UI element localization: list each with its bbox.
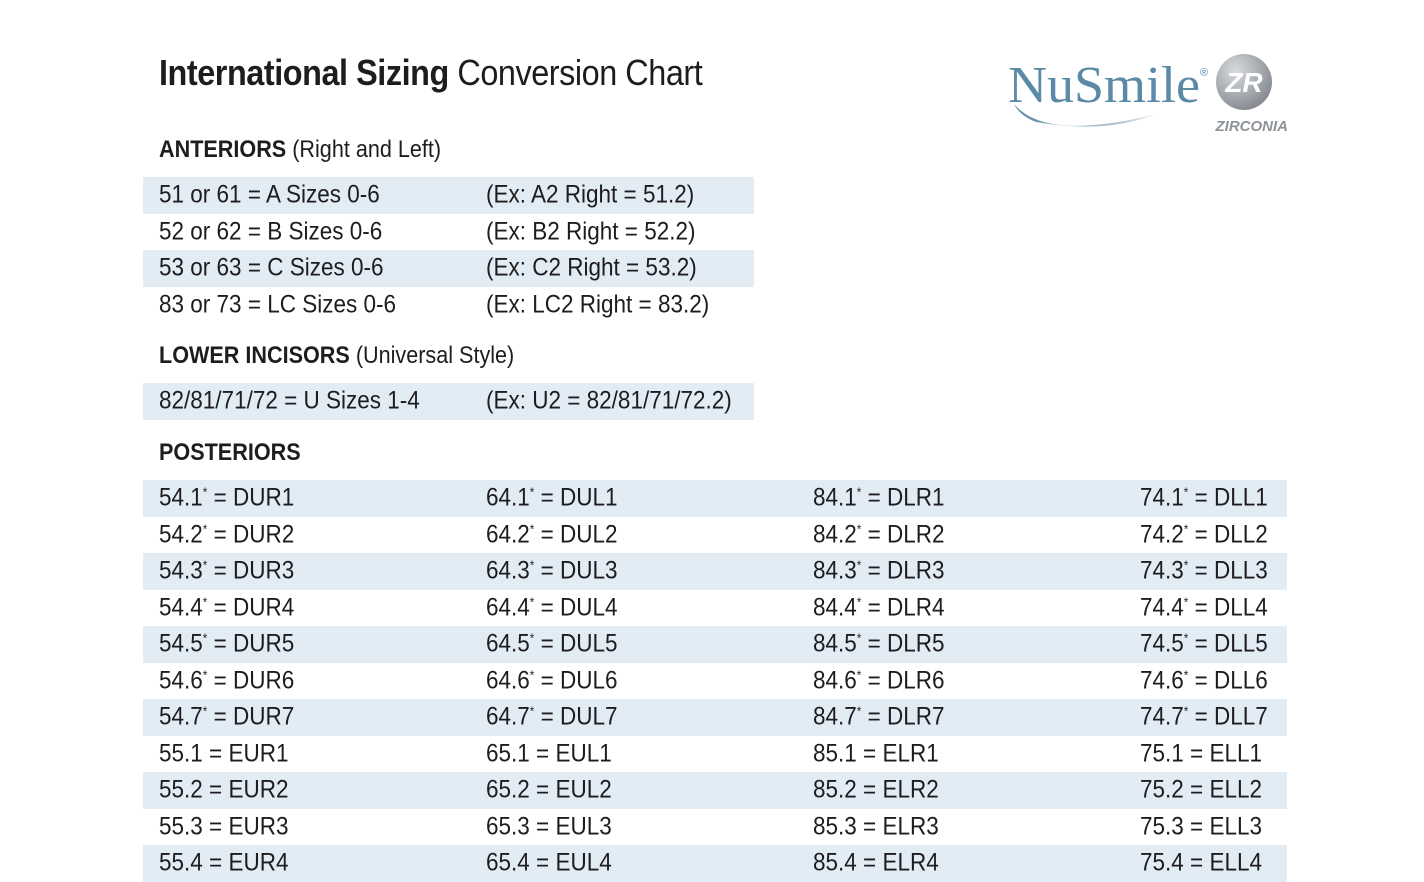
footnote-mark: * xyxy=(1183,630,1189,646)
posterior-cell xyxy=(486,668,618,693)
posterior-cell-number: 64.1 xyxy=(486,483,530,512)
posterior-cell xyxy=(159,595,294,620)
posterior-cell-number: 64.2 xyxy=(486,520,530,549)
posterior-cell-number: 74.5 xyxy=(1140,629,1184,658)
incisor-example: (Ex: U2 = 82/81/71/72.2) xyxy=(486,386,732,415)
posterior-cell-label: = DLR2 xyxy=(861,520,945,549)
nusmile-logo xyxy=(1006,52,1292,138)
posterior-cell-label: = DLL6 xyxy=(1188,666,1268,695)
footnote-mark: * xyxy=(202,557,208,573)
posterior-cell-number: 85.3 xyxy=(813,812,857,841)
posterior-cell-number: 84.7 xyxy=(813,702,857,731)
posterior-cell-number: 64.4 xyxy=(486,593,530,622)
posterior-cell xyxy=(159,483,295,512)
table-row xyxy=(143,250,754,287)
logo-subtitle: ZIRCONIA xyxy=(1215,118,1288,135)
logo-registered: ® xyxy=(1200,67,1209,79)
posterior-cell xyxy=(813,629,945,658)
posterior-cell-number: 65.4 xyxy=(486,848,530,877)
posterior-cell-label: = DLL5 xyxy=(1188,629,1268,658)
posterior-cell-label: = DLR5 xyxy=(861,629,945,658)
footnote-mark: * xyxy=(856,630,862,646)
posterior-cell-number: 64.7 xyxy=(486,702,530,731)
anteriors-heading-rest: (Right and Left) xyxy=(292,136,442,163)
posterior-cell-number: 75.4 xyxy=(1140,848,1184,877)
lower-incisors-heading xyxy=(159,342,514,370)
posterior-cell xyxy=(486,629,618,658)
posterior-cell-number: 64.3 xyxy=(486,556,530,585)
posterior-cell-number: 55.4 xyxy=(159,848,203,877)
posterior-cell-label: = ELL2 xyxy=(1183,775,1263,804)
posterior-cell-number: 54.5 xyxy=(159,629,203,658)
anterior-example: (Ex: C2 Right = 53.2) xyxy=(486,253,697,282)
footnote-mark: * xyxy=(856,594,862,610)
posterior-cell xyxy=(1140,522,1268,547)
posterior-cell-label: = ELL1 xyxy=(1183,739,1263,768)
posterior-cell-label: = DUR2 xyxy=(207,520,295,549)
posterior-cell-label: = ELR2 xyxy=(856,775,939,804)
posterior-cell-label: = DLR3 xyxy=(861,556,945,585)
posterior-cell-label: = EUR1 xyxy=(202,739,289,768)
posterior-cell-label: = DUR3 xyxy=(207,556,295,585)
posterior-cell-number: 84.1 xyxy=(813,483,857,512)
posterior-cell-number: 84.2 xyxy=(813,520,857,549)
posterior-cell xyxy=(486,741,612,766)
footnote-mark: * xyxy=(529,630,535,646)
posterior-cell xyxy=(486,775,612,804)
posterior-cell-label: = DUR6 xyxy=(207,666,295,695)
anterior-code: 53 or 63 = C Sizes 0-6 xyxy=(159,253,384,282)
posterior-cell-label: = DUL2 xyxy=(534,520,618,549)
anterior-example: (Ex: B2 Right = 52.2) xyxy=(486,217,696,246)
posterior-cell xyxy=(486,483,618,512)
posterior-cell xyxy=(813,556,945,585)
posterior-cell-number: 75.1 xyxy=(1140,739,1184,768)
posteriors-table xyxy=(143,480,1287,882)
posterior-cell-number: 64.5 xyxy=(486,629,530,658)
posterior-cell xyxy=(159,775,289,804)
posterior-cell-number: 75.2 xyxy=(1140,775,1184,804)
posterior-cell-number: 65.3 xyxy=(486,812,530,841)
footnote-mark: * xyxy=(1183,703,1189,719)
page-title xyxy=(159,52,702,94)
posterior-cell xyxy=(159,741,288,766)
footnote-mark: * xyxy=(529,667,535,683)
posterior-cell xyxy=(813,595,945,620)
table-row xyxy=(143,772,1287,809)
table-row xyxy=(143,177,754,214)
posterior-cell xyxy=(1140,814,1262,839)
posterior-cell-label: = ELL4 xyxy=(1183,848,1263,877)
footnote-mark: * xyxy=(1183,521,1189,537)
posterior-cell xyxy=(1140,702,1268,731)
posterior-cell xyxy=(1140,595,1268,620)
posterior-cell-label: = DUL3 xyxy=(534,556,618,585)
posterior-cell-label: = DUL4 xyxy=(534,593,618,622)
posterior-cell-number: 84.3 xyxy=(813,556,857,585)
posterior-cell-label: = ELR4 xyxy=(856,848,939,877)
page-title-bold: International Sizing xyxy=(159,52,449,93)
posterior-cell-label: = DLL7 xyxy=(1188,702,1268,731)
posterior-cell-label: = ELR1 xyxy=(856,739,939,768)
footnote-mark: * xyxy=(202,667,208,683)
footnote-mark: * xyxy=(202,484,208,500)
posteriors-heading xyxy=(159,439,301,467)
table-row xyxy=(143,663,1287,700)
posterior-cell xyxy=(1140,848,1263,877)
posterior-cell-number: 85.1 xyxy=(813,739,857,768)
posterior-cell-number: 54.3 xyxy=(159,556,203,585)
footnote-mark: * xyxy=(856,484,862,500)
posterior-cell xyxy=(1140,775,1263,804)
page-title-rest: Conversion Chart xyxy=(457,52,703,93)
posterior-cell-number: 54.7 xyxy=(159,702,203,731)
posterior-cell-number: 54.1 xyxy=(159,483,203,512)
posterior-cell-number: 84.5 xyxy=(813,629,857,658)
footnote-mark: * xyxy=(202,594,208,610)
lower-incisors-table xyxy=(143,383,754,420)
posterior-cell-label: = DLR7 xyxy=(861,702,945,731)
table-row xyxy=(143,287,754,324)
anterior-example: (Ex: LC2 Right = 83.2) xyxy=(486,290,710,319)
lower-incisors-heading-rest: (Universal Style) xyxy=(355,342,515,369)
posterior-cell xyxy=(159,522,294,547)
posterior-cell-label: = DLL1 xyxy=(1188,483,1268,512)
posterior-cell xyxy=(486,522,618,547)
posterior-cell-number: 84.6 xyxy=(813,666,857,695)
posterior-cell xyxy=(159,702,295,731)
posterior-cell-label: = DLL2 xyxy=(1188,520,1268,549)
posterior-cell-label: = DUR4 xyxy=(207,593,295,622)
incisor-code: 82/81/71/72 = U Sizes 1-4 xyxy=(159,386,420,415)
posterior-cell-number: 74.6 xyxy=(1140,666,1184,695)
posterior-cell-label: = EUR4 xyxy=(202,848,289,877)
posterior-cell-number: 74.4 xyxy=(1140,593,1184,622)
anterior-code: 52 or 62 = B Sizes 0-6 xyxy=(159,217,383,246)
posterior-cell-number: 85.2 xyxy=(813,775,857,804)
posterior-cell xyxy=(1140,668,1268,693)
logo-badge-text: ZR xyxy=(1225,67,1263,98)
posterior-cell-label: = DUR7 xyxy=(207,702,295,731)
anteriors-heading xyxy=(159,136,441,164)
footnote-mark: * xyxy=(1183,557,1189,573)
posterior-cell xyxy=(813,702,945,731)
posterior-cell xyxy=(486,848,612,877)
table-row xyxy=(143,845,1287,882)
table-row xyxy=(143,480,1287,517)
posterior-cell xyxy=(486,556,618,585)
posterior-cell-number: 85.4 xyxy=(813,848,857,877)
table-row xyxy=(143,590,1287,627)
table-row xyxy=(143,736,1287,773)
posterior-cell-label: = DUR1 xyxy=(207,483,295,512)
posterior-cell-label: = DLL4 xyxy=(1188,593,1268,622)
anterior-code: 51 or 61 = A Sizes 0-6 xyxy=(159,180,380,209)
posterior-cell xyxy=(486,814,612,839)
footnote-mark: * xyxy=(202,630,208,646)
posterior-cell-label: = EUL1 xyxy=(529,739,612,768)
footnote-mark: * xyxy=(202,703,208,719)
logo-brand: NuSmile xyxy=(1008,57,1200,114)
posterior-cell-label: = DUL6 xyxy=(534,666,618,695)
footnote-mark: * xyxy=(1183,484,1189,500)
posterior-cell-number: 74.3 xyxy=(1140,556,1184,585)
footnote-mark: * xyxy=(1183,594,1189,610)
posterior-cell-number: 54.2 xyxy=(159,520,203,549)
posterior-cell-number: 55.3 xyxy=(159,812,203,841)
footnote-mark: * xyxy=(529,703,535,719)
posterior-cell-label: = DLR4 xyxy=(861,593,945,622)
posterior-cell-label: = DLL3 xyxy=(1188,556,1268,585)
footnote-mark: * xyxy=(856,667,862,683)
posterior-cell xyxy=(486,595,618,620)
table-row xyxy=(143,699,1287,736)
footnote-mark: * xyxy=(529,521,535,537)
anteriors-table xyxy=(143,177,754,323)
posterior-cell-number: 84.4 xyxy=(813,593,857,622)
posterior-cell-label: = EUR3 xyxy=(202,812,289,841)
table-row xyxy=(143,626,1287,663)
posterior-cell-label: = DLR1 xyxy=(861,483,945,512)
posterior-cell xyxy=(813,814,939,839)
posterior-cell-label: = ELL3 xyxy=(1183,812,1263,841)
posterior-cell-number: 65.1 xyxy=(486,739,530,768)
posterior-cell-number: 54.4 xyxy=(159,593,203,622)
footnote-mark: * xyxy=(856,703,862,719)
anterior-code: 83 or 73 = LC Sizes 0-6 xyxy=(159,290,397,319)
posterior-cell-number: 74.2 xyxy=(1140,520,1184,549)
table-row xyxy=(143,214,754,251)
table-row xyxy=(143,553,1287,590)
posterior-cell xyxy=(813,483,945,512)
posterior-cell xyxy=(159,629,295,658)
footnote-mark: * xyxy=(529,594,535,610)
posterior-cell xyxy=(486,702,618,731)
posterior-cell xyxy=(813,741,939,766)
posterior-cell xyxy=(159,556,295,585)
posterior-cell xyxy=(813,848,939,877)
footnote-mark: * xyxy=(856,521,862,537)
posterior-cell-label: = EUL3 xyxy=(529,812,612,841)
posterior-cell-label: = EUR2 xyxy=(202,775,289,804)
posterior-cell-label: = DUL1 xyxy=(534,483,618,512)
posterior-cell-label: = DLR6 xyxy=(861,666,945,695)
lower-incisors-heading-bold: LOWER INCISORS xyxy=(159,342,350,369)
posterior-cell xyxy=(1140,483,1268,512)
posterior-cell-label: = DUL5 xyxy=(534,629,618,658)
posterior-cell-number: 74.7 xyxy=(1140,702,1184,731)
anteriors-heading-bold: ANTERIORS xyxy=(159,136,287,163)
posterior-cell-label: = EUL2 xyxy=(529,775,612,804)
posterior-cell xyxy=(813,668,945,693)
posterior-cell-label: = ELR3 xyxy=(856,812,939,841)
table-row xyxy=(143,383,754,420)
footnote-mark: * xyxy=(202,521,208,537)
table-row xyxy=(143,517,1287,554)
footnote-mark: * xyxy=(1183,667,1189,683)
posterior-cell xyxy=(1140,629,1268,658)
posterior-cell-number: 55.1 xyxy=(159,739,203,768)
posterior-cell xyxy=(813,522,945,547)
posterior-cell xyxy=(1140,741,1262,766)
footnote-mark: * xyxy=(529,484,535,500)
posterior-cell xyxy=(159,814,288,839)
footnote-mark: * xyxy=(856,557,862,573)
posterior-cell-number: 55.2 xyxy=(159,775,203,804)
posterior-cell-number: 64.6 xyxy=(486,666,530,695)
posterior-cell-label: = DUL7 xyxy=(534,702,618,731)
posterior-cell xyxy=(813,775,939,804)
posteriors-heading-bold: POSTERIORS xyxy=(159,439,301,466)
anterior-example: (Ex: A2 Right = 51.2) xyxy=(486,180,695,209)
table-row xyxy=(143,809,1287,846)
posterior-cell xyxy=(159,668,294,693)
posterior-cell-label: = EUL4 xyxy=(529,848,612,877)
posterior-cell-number: 75.3 xyxy=(1140,812,1184,841)
posterior-cell xyxy=(159,848,289,877)
posterior-cell-number: 74.1 xyxy=(1140,483,1184,512)
footnote-mark: * xyxy=(529,557,535,573)
posterior-cell xyxy=(1140,556,1268,585)
posterior-cell-number: 65.2 xyxy=(486,775,530,804)
posterior-cell-label: = DUR5 xyxy=(207,629,295,658)
posterior-cell-number: 54.6 xyxy=(159,666,203,695)
